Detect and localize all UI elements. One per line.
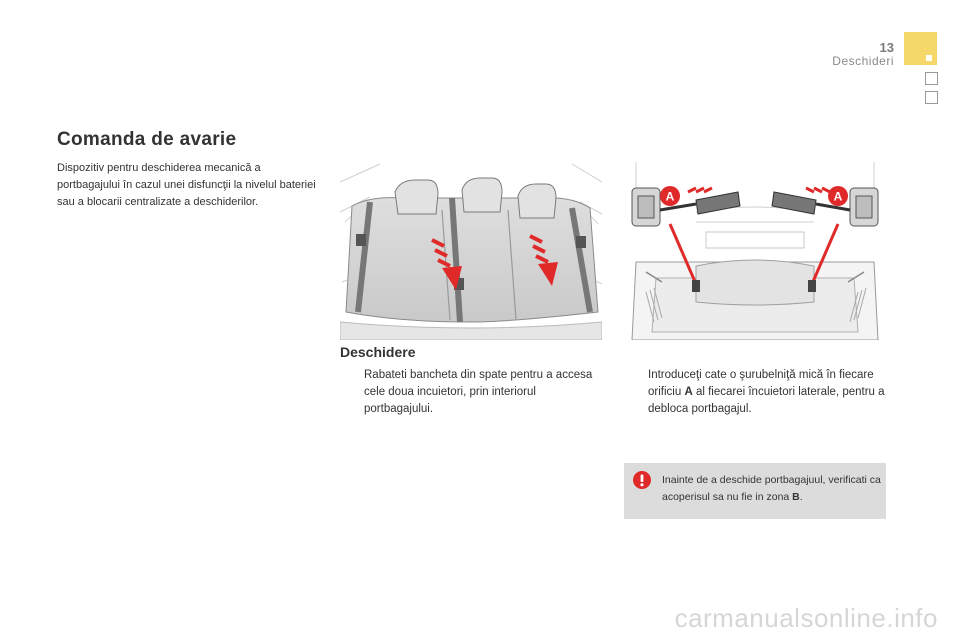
intro-text: Dispozitiv pentru deschiderea mecanică a portbagajului în cazul unei disfuncţii la nivelul bateriei sau a blocarii centralizate a deschiderilor. xyxy=(57,162,316,208)
step-1-text: Rabateti bancheta din spate pentru a accesa cele doua incuietori, prin interiorul portbagajului. xyxy=(364,369,593,415)
chapter-tab-active xyxy=(904,32,937,65)
warning-text: Inainte de a deschide portbagajuul, verificati ca acoperisul sa nu fie in zona B. xyxy=(662,474,881,503)
page-number: 13 xyxy=(879,40,894,55)
zone-b-ref: B xyxy=(792,491,800,503)
tailgate-lock-illustration xyxy=(626,162,884,340)
subsection-title: Deschidere xyxy=(340,344,416,360)
step-1 xyxy=(340,367,602,418)
marker-a-label: A xyxy=(665,189,675,204)
rear-seat-illustration xyxy=(340,162,602,340)
warning-box xyxy=(624,463,886,519)
chapter-tab xyxy=(925,72,938,85)
marker-a-ref: A xyxy=(684,386,693,398)
footer-watermark: carmanualsonline.info xyxy=(674,603,938,633)
marker-a-label: A xyxy=(833,189,843,204)
exclamation-icon xyxy=(633,471,651,489)
step-2 xyxy=(624,367,886,418)
chapter-title: Deschideri xyxy=(832,54,894,68)
chapter-tab xyxy=(925,91,938,104)
section-title: Comanda de avarie xyxy=(57,129,237,150)
step-2-text: Introduceţi cate o şurubelniţă mică în fiecare orificiu A al fiecarei încuietori laterale, pentru a debloca portbagajul. xyxy=(648,369,885,415)
